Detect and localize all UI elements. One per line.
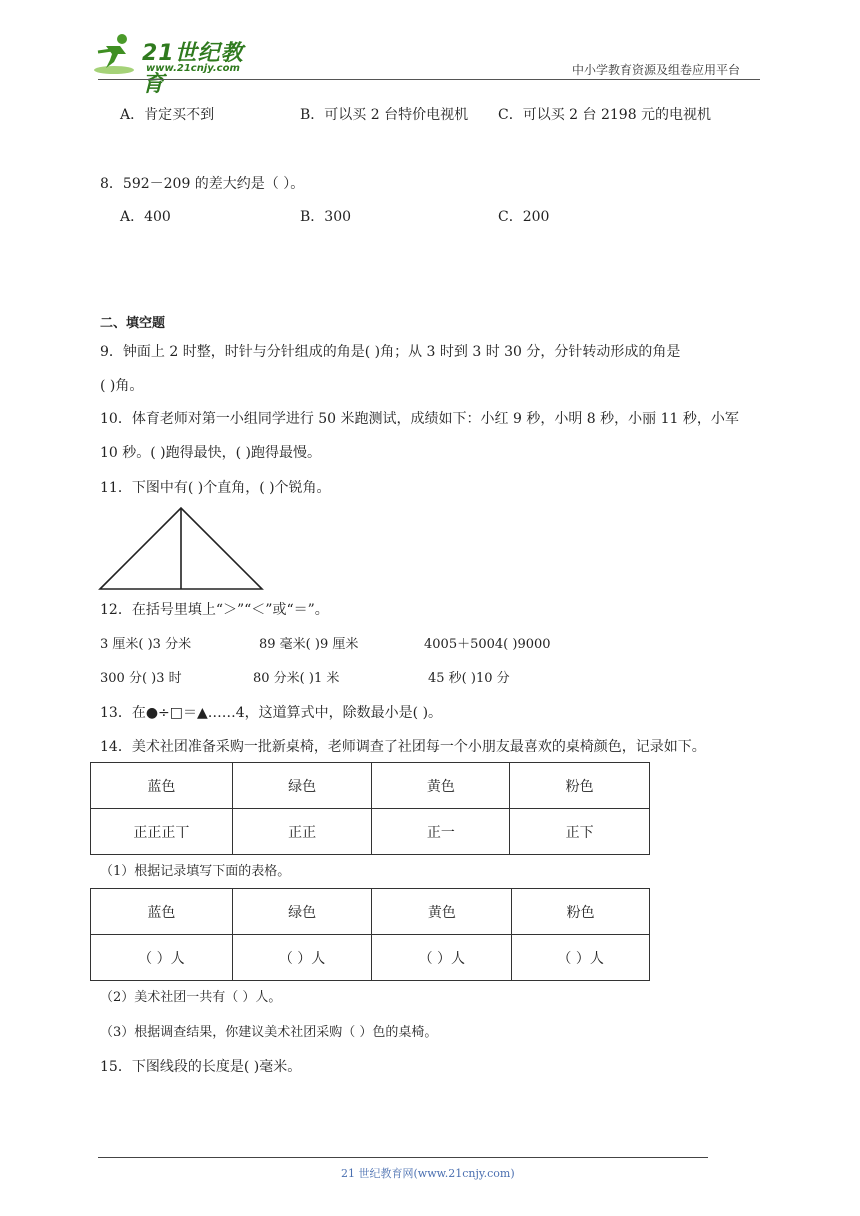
color-header: 黄色	[372, 763, 510, 809]
q7-option-c: C．可以买 2 台 2198 元的电视机	[498, 107, 712, 123]
q14-sub1: （1）根据记录填写下面的表格。	[100, 864, 291, 879]
q10-line-2: 10 秒。( )跑得最快，( )跑得最慢。	[100, 445, 322, 461]
q14-stem: 14．美术社团准备采购一批新桌椅，老师调查了社团每一个小朋友最喜欢的桌椅颜色，记录如下。	[100, 739, 706, 755]
q14-sub2: （2）美术社团一共有（ ）人。	[100, 990, 282, 1005]
triangle-figure	[98, 505, 268, 591]
logo-title: 21世纪教育	[142, 41, 244, 97]
color-header: 粉色	[510, 763, 650, 809]
color-header: 蓝色	[91, 889, 233, 935]
q13-stem: 13．在●÷□＝▲……4，这道算式中，除数最小是( )。	[100, 705, 443, 721]
tally-cell: 正正正丅	[91, 809, 233, 855]
q8-option-a: A．400	[120, 209, 171, 225]
q11-stem: 11．下图中有( )个直角，( )个锐角。	[100, 480, 331, 496]
count-blank: （ ）人	[372, 935, 512, 981]
footer-divider	[98, 1157, 708, 1158]
q12-item: 3 厘米( )3 分米	[100, 637, 192, 652]
q9-line-1: 9．钟面上 2 时整，时针与分针组成的角是( )角；从 3 时到 3 时 30 分，分针转动形成的角是	[100, 344, 681, 360]
color-header: 蓝色	[91, 763, 233, 809]
count-blank: （ ）人	[91, 935, 233, 981]
color-header: 黄色	[372, 889, 512, 935]
q14-sub3: （3）根据调查结果，你建议美术社团采购（ ）色的桌椅。	[100, 1025, 438, 1040]
q12-stem: 12．在括号里填上“＞”“＜”或“＝”。	[100, 602, 329, 618]
q8-option-b: B．300	[300, 209, 352, 225]
count-blank: （ ）人	[512, 935, 650, 981]
color-header: 绿色	[232, 763, 372, 809]
q8-option-c: C．200	[498, 209, 550, 225]
tally-cell: 正正	[232, 809, 372, 855]
header-divider	[98, 79, 760, 80]
color-header: 粉色	[512, 889, 650, 935]
q15-stem: 15．下图线段的长度是( )毫米。	[100, 1059, 302, 1075]
count-table	[90, 888, 650, 981]
q7-option-b: B．可以买 2 台特价电视机	[300, 107, 469, 123]
q12-item: 45 秒( )10 分	[428, 671, 510, 686]
q12-item: 300 分( )3 时	[100, 671, 182, 686]
header-right-text: 中小学教育资源及组卷应用平台	[572, 63, 741, 77]
q12-item: 80 分米( )1 米	[253, 671, 340, 686]
tally-cell: 正一	[372, 809, 510, 855]
q9-line-2: ( )角。	[100, 378, 144, 394]
q7-option-a: A．肯定买不到	[120, 107, 215, 123]
footer-text: 21 世纪教育网(www.21cnjy.com)	[341, 1167, 515, 1180]
runner-logo-icon	[92, 32, 142, 76]
q10-line-1: 10．体育老师对第一小组同学进行 50 米跑测试，成绩如下：小红 9 秒，小明 8 秒，小丽 11 秒，小军	[100, 411, 739, 427]
q8-stem: 8．592－209 的差大约是（ ）。	[100, 176, 305, 192]
q12-item: 4005＋5004( )9000	[424, 637, 551, 652]
section-title: 二、填空题	[100, 316, 166, 331]
tally-table	[90, 762, 650, 855]
tally-cell: 正下	[510, 809, 650, 855]
logo-url: www.21cnjy.com	[146, 63, 240, 74]
header-logo	[92, 32, 262, 97]
q12-item: 89 毫米( )9 厘米	[259, 637, 359, 652]
color-header: 绿色	[232, 889, 372, 935]
count-blank: （ ）人	[232, 935, 372, 981]
